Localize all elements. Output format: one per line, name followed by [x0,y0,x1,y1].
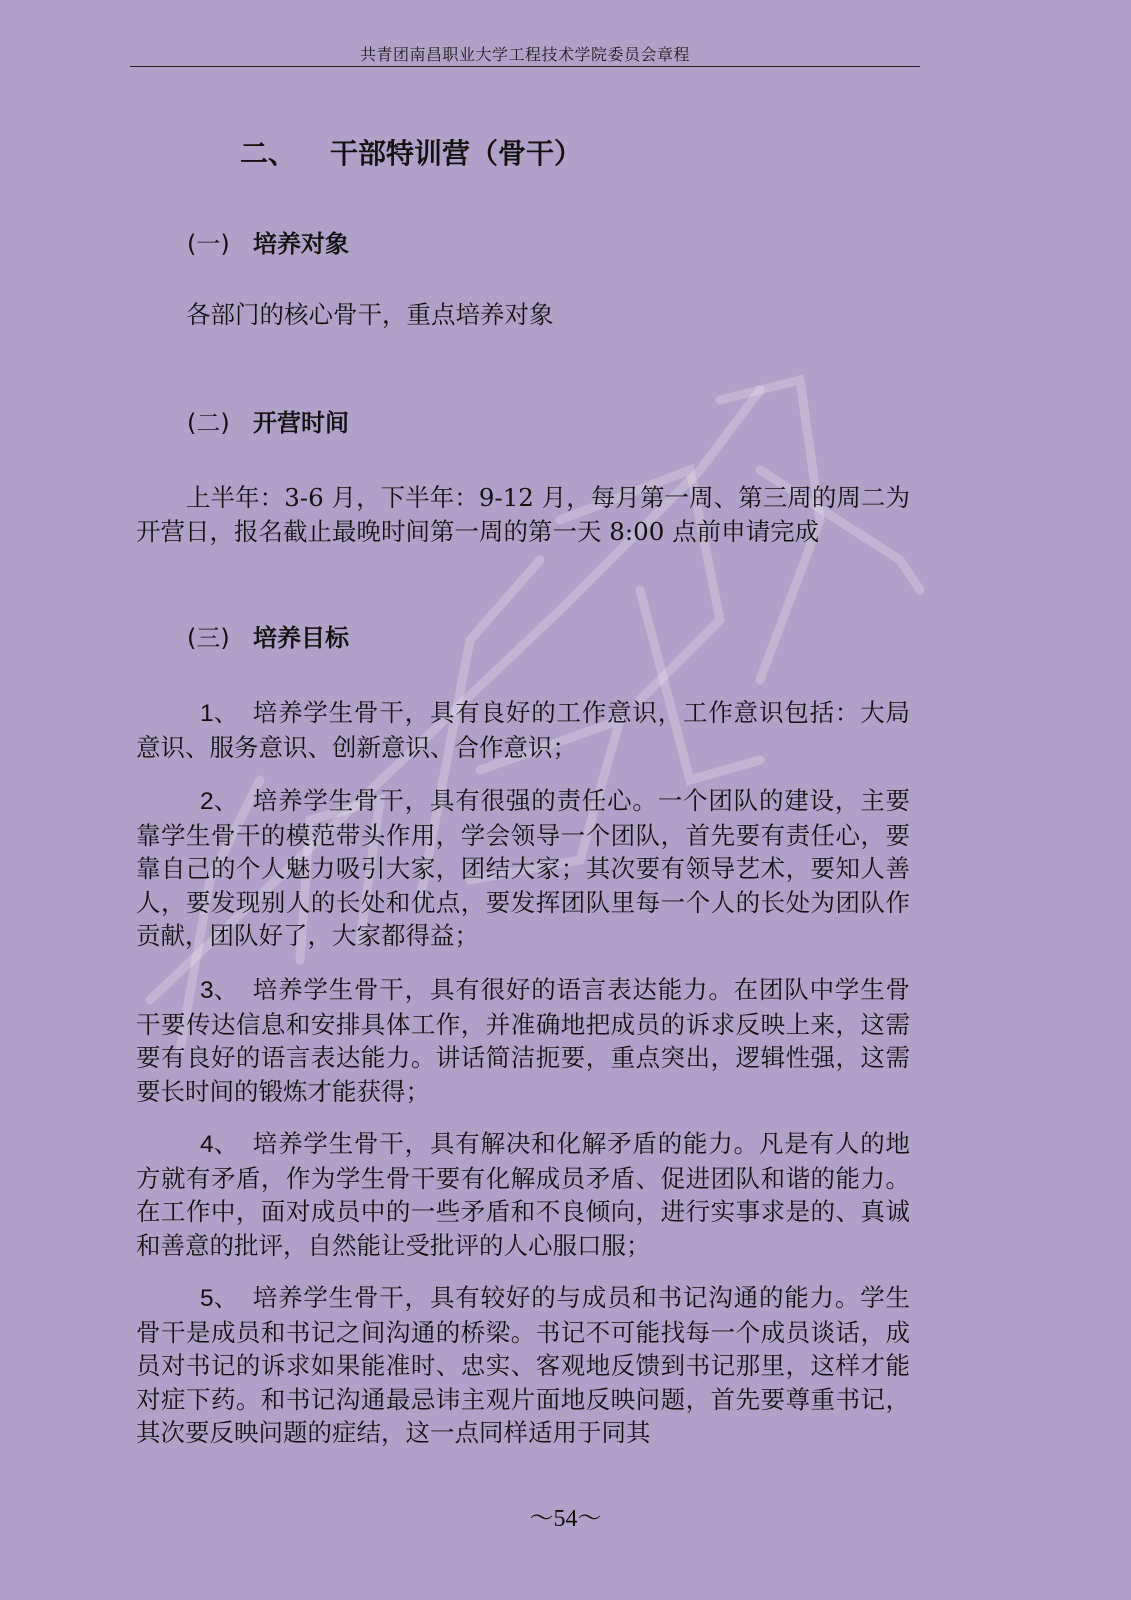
goal-text: 培养学生骨干，具有较好的与成员和书记沟通的能力。学生骨干是成员和书记之间沟通的桥梁。书记不可能找每一个成员谈话，成员对书记的诉求如果能准时、忠实、客观地反馈到书记那里，这样才能对症下药。和书记沟通最忌讳主观片面地反映问题，首先要尊重书记，其次要反映问题的症结，这一点同样适用于同其 [136,1283,910,1447]
goal-item [136,1127,910,1262]
goal-item [136,1281,910,1450]
goal-text: 培养学生骨干，具有解决和化解矛盾的能力。凡是有人的地方就有矛盾，作为学生骨干要有化解成员矛盾、促进团队和谐的能力。在工作中，面对成员中的一些矛盾和不良倾向，进行实事求是的、真诚和善意的批评，自然能让受批评的人心服口服； [136,1129,910,1260]
goal-item [136,696,910,764]
goal-number: 2、 [200,788,239,815]
goal-text: 培养学生骨干，具有良好的工作意识，工作意识包括：大局意识、服务意识、创新意识、合作意识； [136,698,910,762]
header-divider [130,66,920,67]
goal-number: 4、 [200,1131,239,1158]
goal-item [136,973,910,1108]
section-title-text: 干部特训营（骨干） [330,137,583,170]
subsection-heading-time [187,403,349,438]
subsection-marker: (一) [187,230,230,258]
section-title [240,132,582,172]
running-header: 共青团南昌职业大学工程技术学院委员会章程 [359,45,690,64]
goal-number: 5、 [200,1285,239,1312]
subsection-heading-text: 培养对象 [253,230,349,258]
subsection-marker: (二) [187,409,230,437]
goal-text: 培养学生骨干，具有很强的责任心。一个团队的建设，主要靠学生骨干的模范带头作用，学会领导一个团队，首先要有责任心，要靠自己的个人魅力吸引大家，团结大家；其次要有领导艺术，要知人善人，要发现别人的长处和优点，要发挥团队里每一个人的长处为团队作贡献，团队好了，大家都得益； [136,786,910,950]
subsection-heading-text: 开营时间 [253,409,349,437]
section-number: 二、 [240,137,297,170]
subsection-body-target: 各部门的核心骨干，重点培养对象 [186,300,554,329]
goal-number: 3、 [200,977,239,1004]
goal-item [136,784,910,953]
goal-text: 培养学生骨干，具有很好的语言表达能力。在团队中学生骨干要传达信息和安排具体工作，并准确地把成员的诉求反映上来，这需要有良好的语言表达能力。讲话简洁扼要，重点突出，逻辑性强，这需要长时间的锻炼才能获得； [136,975,910,1106]
subsection-body-time: 上半年：3-6 月，下半年：9-12 月，每月第一周、第三周的周二为开营日，报名截止最晚时间第一周的第一天 8:00 点前申请完成 [136,483,910,546]
subsection-heading-goals [187,618,349,653]
goal-number: 1、 [200,700,239,727]
page-number: ～54～ [529,1506,602,1532]
subsection-marker: (三) [187,624,230,652]
subsection-heading-text: 培养目标 [253,624,349,652]
subsection-heading-target [187,224,349,259]
